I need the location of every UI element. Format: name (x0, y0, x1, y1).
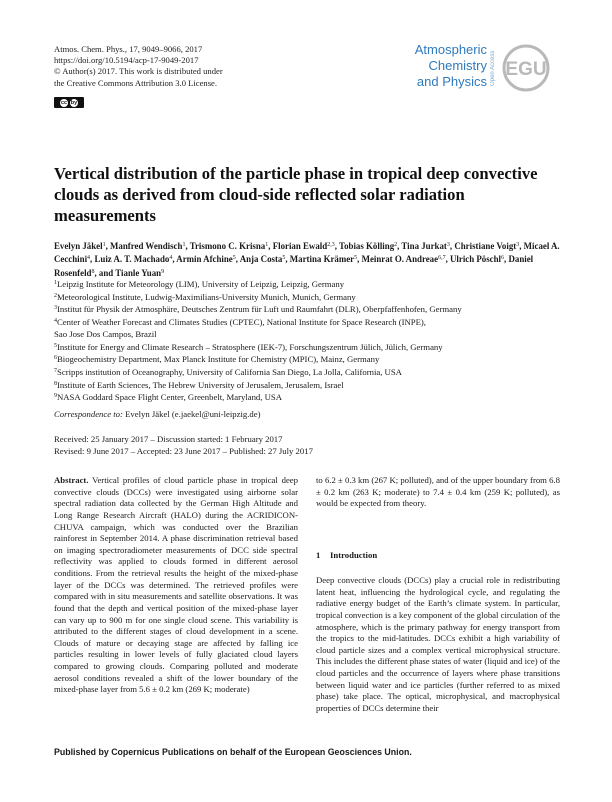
abstract-label: Abstract. (54, 475, 89, 485)
section-title: Introduction (330, 550, 378, 560)
publisher-footer: Published by Copernicus Publications on behalf of the European Geosciences Union. (54, 747, 412, 757)
author-name: Luiz A. T. Machado$^4$ (94, 254, 173, 265)
introduction-text: Deep convective clouds (DCCs) play a crucial role in redistributing latent heat, influencing the hydrological cycle, and regulating the radiative energy budget of the Earth’s climate system. In particular, tropical convection is a key component of the global circulation of the atmosphere, which is the primary pathway for energy transport from the tropics to the mid-latitudes. DCCs exhibit a high variability of cloud particle sizes and a complex vertical microphysical structure. This includes the different phase states of water (liquid and ice) of the cloud particles and the occurrence of layers where phase transitions between liquid water and ice particles (further referred to as mixed phase) take place. The optical, microphysical, and macrophysical properties of DCCs determine their (316, 575, 560, 713)
author-name: Christiane Voigt$^3$ (454, 241, 520, 251)
author-name: Meinrat O. Andreae$^{6,7}$ (361, 254, 446, 265)
author-name: Tianle Yuan$^9$ (115, 267, 165, 278)
affiliation-item: Sao Jose Dos Campos, Brazil (54, 328, 157, 339)
author-name: Manfred Wendisch$^1$ (110, 241, 186, 251)
egu-logo-text: EGU (505, 59, 547, 80)
egu-logo-icon (500, 44, 552, 92)
affiliation-item: $^8$Institute of Earth Sciences, The Hebrew University of Jerusalem, Jerusalem, Israel (54, 379, 344, 390)
copyright-notice: © Author(s) 2017. This work is distributed under (54, 66, 223, 77)
paper-title: Vertical distribution of the particle phase in tropical deep convective clouds as derived from cloud-side reflected solar radiation measurements (54, 164, 538, 225)
doi-link[interactable]: https://doi.org/10.5194/acp-17-9049-2017 (54, 55, 199, 66)
cc-by-license-badge[interactable] (54, 97, 84, 108)
journal-name: Atmospheric Chemistry and Physics (414, 42, 487, 89)
cc-icon: cc (60, 99, 68, 106)
author-name: Martina Krämer$^5$ (289, 254, 358, 265)
affiliation-item: $^4$Center of Weather Forecast and Climates Studies (CPTEC), National Institute for Space Research (INPE), (54, 317, 426, 328)
author-name: Tina Jurkat$^3$ (401, 241, 450, 251)
author-name: Ulrich Pöschl$^6$ (450, 254, 505, 265)
open-access-label: Open Access (490, 50, 496, 86)
author-name: Anja Costa$^5$ (239, 254, 286, 265)
affiliation-item: $^7$Scripps institution of Oceanography, University of California San Diego, La Jolla, California, USA (54, 366, 402, 377)
author-name: Evelyn Jäkel$^1$ (54, 241, 106, 251)
author-name: Micael A. Cecchini$^4$ (54, 241, 560, 265)
abstract-text: Vertical profiles of cloud particle phase in tropical deep convective clouds (DCCs) were investigated using airborne solar spectral radiation data collected by the German High Altitude and Long Range Research Aircraft (HALO) during the ACRIDICON-CHUVA campaign, which was conducted over the Brazilian rainforest in September 2014. A phase discrimination retrieval based on imaging spectroradiometer measurements of DCC side spectral reflectivity was applied to clouds formed in different aerosol conditions. From the retrieval results the height of the mixed-phase layer of the DCCs was determined. The retrieved profiles were compared with in situ measurements and satellite observations. It was found that the depth and vertical position of the mixed-phase layer can vary up to 900 m for one single cloud scene. This variability is attributed to the different stages of cloud development in a scene. Clouds of mature or decaying stage are affected by falling ice particles resulting in lower levels of fully glaciated cloud layers compared to growing clouds. Comparing polluted and moderate aerosol conditions revealed a shift of the lower boundary of the mixed-phase layer from 5.6 ± 0.2 km (269 K; moderate) (54, 475, 299, 695)
author-name: Tobias Kölling$^2$ (338, 241, 398, 251)
affiliation-list (54, 278, 564, 404)
section-number: 1 (316, 550, 321, 560)
by-icon: by (70, 99, 78, 106)
citation: Atmos. Chem. Phys., 17, 9049–9066, 2017 (54, 44, 203, 54)
article-metadata (54, 44, 223, 89)
abstract (54, 475, 298, 696)
correspondence-label: Correspondence to: (54, 409, 123, 419)
affiliation-item: $^1$Leipzig Institute for Meteorology (LIM), University of Leipzig, Leipzig, Germany (54, 279, 345, 289)
correspondence-email[interactable]: Evelyn Jäkel (e.jaekel@uni-leipzig.de) (125, 409, 261, 419)
abstract-continuation: to 6.2 ± 0.3 km (267 K; polluted), and of the upper boundary from 6.8 ± 0.2 km (263 K; moderate) to 7.4 ± 0.4 km (259 K; polluted), as would be expected from theory. (316, 475, 560, 509)
author-name: Trismono C. Krisna$^1$ (189, 241, 269, 251)
affiliation-item: $^6$Biogeochemistry Department, Max Planck Institute for Chemistry (MPIC), Mainz, Germany (54, 354, 380, 365)
affiliation-item: $^2$Meteorological Institute, Ludwig-Maximilians-University Munich, Munich, Germany (54, 291, 356, 302)
correspondence (54, 409, 260, 419)
publication-dates: Received: 25 January 2017 – Discussion started: 1 February 2017 Revised: 9 June 2017 – Accepted: 23 June 2017 – Published: 27 July 2017 (54, 434, 313, 456)
affiliation-item: $^5$Institute for Energy and Climate Research – Stratosphere (IEK-7), Forschungszentrum Jülich, Jülich, Germany (54, 341, 443, 352)
author-name: Florian Ewald$^{2,3}$ (272, 241, 335, 251)
section-heading-introduction (316, 550, 377, 560)
affiliation-item: $^9$NASA Goddard Space Flight Center, Greenbelt, Maryland, USA (54, 392, 283, 403)
author-name: Daniel Rosenfeld$^8$ (54, 254, 534, 278)
author-name: Armin Afchine$^5$ (176, 254, 236, 265)
license-notice: the Creative Commons Attribution 3.0 License. (54, 77, 218, 88)
affiliation-item: $^3$Institut für Physik der Atmosphäre, Deutsches Zentrum für Luft und Raumfahrt (DLR), Oberpfaffenhofen, Germany (54, 304, 462, 315)
author-list: Evelyn Jäkel$^1$, Manfred Wendisch$^1$, Trismono C. Krisna$^1$, Florian Ewald$^{2,3}$, Tobias Kölling$^2$, Tina Jurkat$^3$, Christiane Voigt$^3$, Micael A. Cecchini$^4$, Luiz A. T. Machado$^4$, Armin Afchine$^5$, Anja Costa$^5$, Martina Krämer$^5$, Meinrat O. Andreae$^{6,7}$, Ulrich Pöschl$^6$, Daniel Rosenfeld$^8$, and Tianle Yuan$^9$ (54, 241, 560, 278)
